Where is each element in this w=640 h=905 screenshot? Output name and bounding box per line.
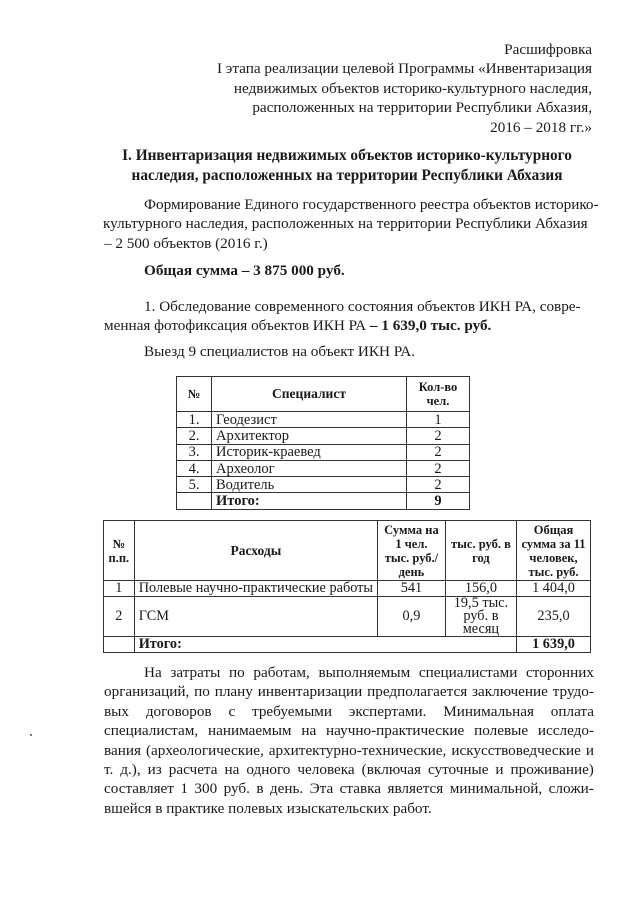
closing-line (104, 760, 594, 779)
word: специалистами (418, 664, 518, 681)
word: требуемыми (252, 702, 333, 720)
word: день. (269, 780, 304, 798)
cell-num: 4. (177, 460, 212, 476)
word: искусствоведческие (451, 741, 581, 759)
specialists-table (176, 376, 470, 510)
col-header-per-year: тыс. руб. в год (445, 521, 516, 581)
word: архитектурно-технические, (268, 741, 447, 759)
closing-line (104, 779, 594, 798)
cell-specialist: Историк-краевед (212, 444, 407, 460)
scan-artifact (30, 734, 32, 736)
word: работам, (253, 664, 310, 681)
word: расчета (168, 761, 218, 779)
col-header-count: Кол-во чел. (407, 377, 470, 412)
cell-num: 2. (177, 428, 212, 444)
cell-num: 1. (177, 412, 212, 428)
header-line: 2016 – 2018 гг.» (490, 118, 592, 136)
closing-line (104, 741, 594, 760)
col-header-specialist: Специалист (212, 377, 407, 412)
word: руб. (223, 780, 250, 798)
item-1-paragraph (104, 297, 594, 336)
word: д.), (120, 761, 141, 779)
intro-line: Формирование Единого государственного реестра объектов историко- (144, 196, 599, 213)
cell-specialist: Археолог (212, 460, 407, 476)
closing-line: вшейся в практике полевых изыскательских работ. (104, 799, 432, 817)
closing-line (104, 702, 594, 721)
cell-empty (104, 637, 135, 653)
word: предполагается (367, 683, 468, 701)
word: суточные (427, 761, 489, 779)
section-heading (92, 146, 602, 185)
header-line: Расшифровка (504, 41, 592, 58)
word: Эта (309, 780, 334, 798)
word: выполняемым (318, 664, 411, 681)
intro-line: культурного наследия, расположенных на территории Республики Абхазия (103, 215, 588, 233)
cell-specialist: Водитель (212, 477, 407, 493)
closing-line (104, 721, 594, 740)
cell-num: 1 (104, 581, 135, 597)
cell-per-year: 156,0 (445, 581, 516, 597)
cell-count: 1 (407, 412, 470, 428)
word: на (224, 761, 240, 779)
cell-num: 3. (177, 444, 212, 460)
cell-count: 2 (407, 428, 470, 444)
item-1-text: менная фотофиксация объектов ИКН РА (104, 317, 370, 335)
word: вания (104, 741, 141, 759)
table-row (177, 460, 470, 476)
word: сложи- (548, 780, 594, 798)
col-header-per-day: Сумма на 1 чел. тыс. руб./день (378, 521, 446, 581)
word: затраты (170, 664, 221, 681)
closing-line (104, 663, 594, 682)
intro-line: – 2 500 объектов (2016 г.) (104, 234, 268, 252)
word: полевые (474, 722, 529, 740)
heading-line: наследия, расположенных на территории Республики Абхазия (131, 166, 563, 184)
word: человека (297, 761, 355, 779)
header-line: недвижимых объектов историко-культурного наследия, (233, 79, 592, 97)
word: Минимальная (443, 702, 534, 720)
total-value: 1 639,0 (517, 637, 591, 653)
word: исследо- (537, 722, 594, 740)
table-header-row (177, 377, 470, 412)
cell-total: 1 404,0 (517, 581, 591, 597)
header-line: расположенных на территории Республики Абхазия, (252, 99, 592, 117)
cell-total: 235,0 (517, 597, 591, 637)
word: по (194, 683, 210, 701)
cell-count: 2 (407, 460, 470, 476)
table-row (177, 412, 470, 428)
cell-num: 2 (104, 597, 135, 637)
word: и (495, 761, 504, 779)
word: является (387, 780, 444, 798)
table-total-row (177, 493, 470, 509)
visit-note: Выезд 9 специалистов на объект ИКН РА. (144, 343, 416, 360)
costs-table (103, 520, 591, 653)
intro-paragraph (103, 195, 599, 253)
word: инвентаризации (257, 683, 363, 701)
word: на (301, 722, 317, 740)
word: (включая (361, 761, 421, 779)
word: специалистам, (104, 722, 199, 740)
word: сторонних (526, 664, 594, 681)
word: На (144, 664, 162, 681)
word: из (147, 761, 162, 779)
col-header-total: Общая сумма за 11 человек, тыс. руб. (517, 521, 591, 581)
word: (археологические, (145, 741, 264, 759)
item-1-line: 1. Обследование современного состояния объектов ИКН РА, совре- (144, 298, 581, 315)
word: нанимаемым (207, 722, 292, 740)
closing-line (104, 682, 594, 701)
item-1-line (104, 316, 594, 335)
heading-line: I. Инвентаризация недвижимых объектов историко-культурного (122, 147, 572, 164)
table-row (177, 477, 470, 493)
cell-count: 2 (407, 477, 470, 493)
word: заключение (472, 683, 548, 701)
word: оплата (550, 702, 594, 720)
word: 1 (180, 780, 188, 798)
word: ставка (339, 780, 382, 798)
table-row (177, 428, 470, 444)
word: минимальной, (449, 780, 543, 798)
cell-per-year: 19,5 тыс. руб. в месяц (445, 597, 516, 637)
total-label: Итого: (134, 637, 516, 653)
word: проживание) (510, 761, 594, 779)
cell-per-day: 541 (378, 581, 446, 597)
table-total-row (104, 637, 591, 653)
cell-expense: Полевые научно-практические работы (134, 581, 377, 597)
table-row (104, 597, 591, 637)
word: экспертами. (348, 702, 427, 720)
word: организаций, (104, 683, 190, 701)
cell-empty (177, 493, 212, 509)
word: в (256, 780, 264, 798)
item-1-amount: – 1 639,0 тыс. руб. (369, 317, 492, 335)
table-row (177, 444, 470, 460)
word: договоров (145, 702, 212, 720)
total-label: Итого: (212, 493, 407, 509)
cell-specialist: Архитектор (212, 428, 407, 444)
word: вых (104, 702, 129, 720)
total-sum: Общая сумма – 3 875 000 руб. (144, 262, 345, 279)
closing-paragraph (104, 663, 594, 818)
cell-num: 5. (177, 477, 212, 493)
word: т. (104, 761, 114, 779)
word: плану (214, 683, 253, 701)
word: 300 (194, 780, 218, 798)
cell-expense: ГСМ (134, 597, 377, 637)
col-header-expenses: Расходы (134, 521, 377, 581)
word: и (585, 741, 594, 759)
cell-specialist: Геодезист (212, 412, 407, 428)
col-header-num: № (177, 377, 212, 412)
word: по (228, 664, 245, 681)
cell-per-day: 0,9 (378, 597, 446, 637)
word: научно-практические (326, 722, 465, 740)
total-count: 9 (407, 493, 470, 509)
header-line: I этапа реализации целевой Программы «Инвентаризация (216, 60, 592, 78)
word: трудо- (552, 683, 594, 701)
table-row (104, 581, 591, 597)
document-header (162, 40, 592, 137)
word: одного (246, 761, 291, 779)
table-header-row (104, 521, 591, 581)
col-header-num: № п.п. (104, 521, 135, 581)
word: составляет (104, 780, 174, 798)
word: с (228, 702, 236, 720)
cell-count: 2 (407, 444, 470, 460)
